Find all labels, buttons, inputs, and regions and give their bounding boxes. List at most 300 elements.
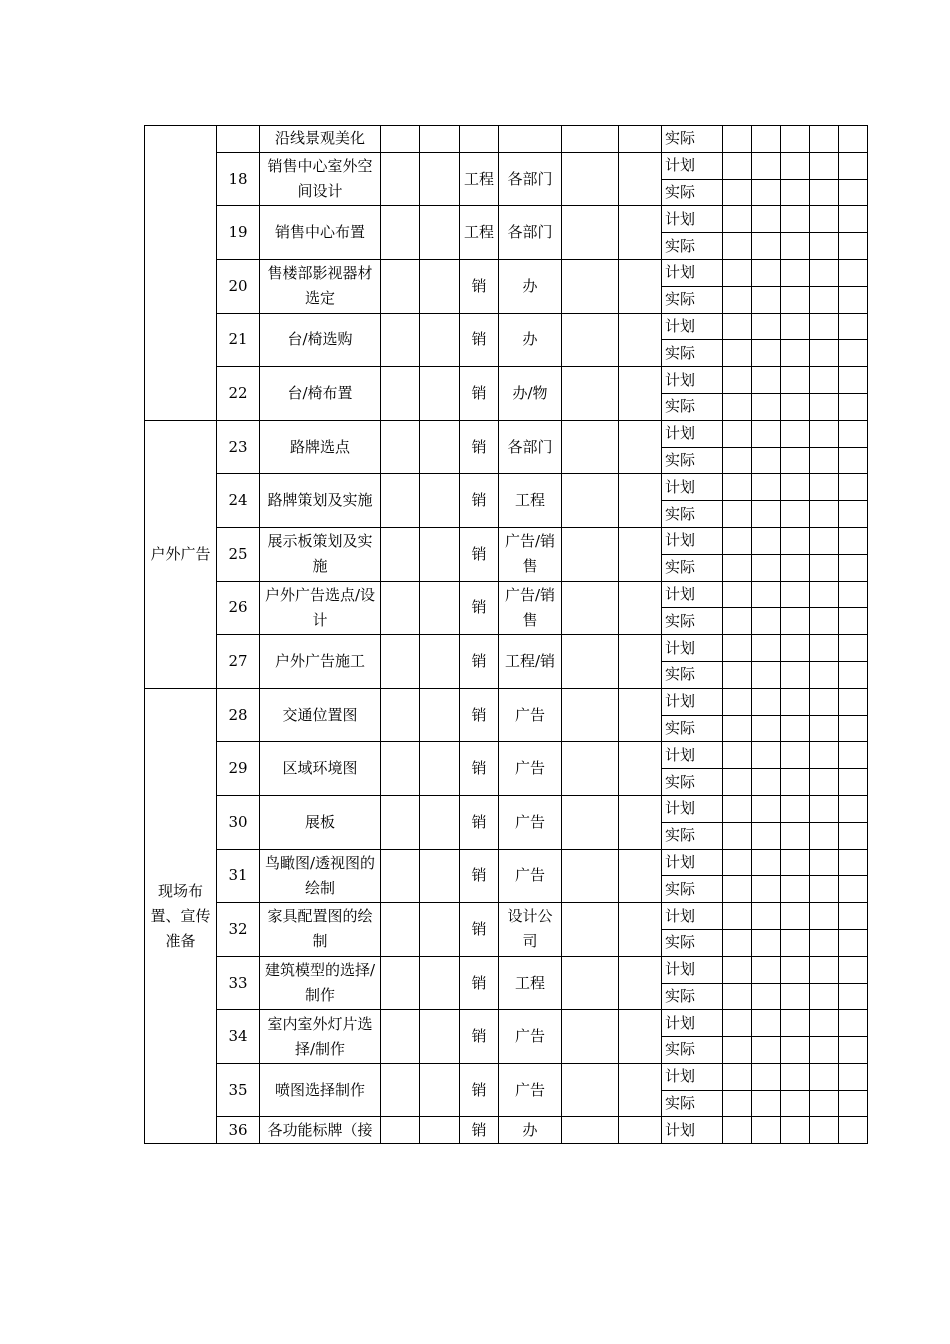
week-cell <box>752 795 781 822</box>
blank-cell <box>619 527 662 581</box>
week-cell <box>781 126 810 153</box>
blank-cell <box>420 152 460 206</box>
week-cell <box>752 929 781 956</box>
week-cell <box>752 1090 781 1117</box>
blank-cell <box>562 1117 619 1144</box>
blank-cell <box>562 474 619 528</box>
week-cell <box>752 447 781 474</box>
week-cell <box>723 795 752 822</box>
assist-cell: 广告 <box>499 849 562 903</box>
blank-cell <box>381 474 420 528</box>
week-cell <box>839 152 868 179</box>
week-cell <box>781 447 810 474</box>
blank-cell <box>619 742 662 796</box>
task-cell: 喷图选择制作 <box>260 1063 381 1117</box>
week-cell <box>839 393 868 420</box>
blank-cell <box>420 367 460 421</box>
blank-cell <box>619 420 662 474</box>
table-row <box>145 152 868 179</box>
week-cell <box>723 635 752 662</box>
week-cell <box>723 1117 752 1144</box>
table-row <box>145 849 868 876</box>
actual-label-cell: 实际 <box>662 447 723 474</box>
week-cell <box>781 1117 810 1144</box>
week-cell <box>781 420 810 447</box>
week-cell <box>752 983 781 1010</box>
week-cell <box>781 152 810 179</box>
lead-cell: 销 <box>460 1063 499 1117</box>
week-cell <box>839 849 868 876</box>
plan-label-cell: 计划 <box>662 367 723 394</box>
number-cell: 36 <box>217 1117 260 1144</box>
week-cell <box>810 474 839 501</box>
week-cell <box>723 1010 752 1037</box>
task-cell: 户外广告施工 <box>260 635 381 689</box>
assist-cell: 办 <box>499 259 562 313</box>
week-cell <box>752 286 781 313</box>
task-cell: 销售中心室外空间设计 <box>260 152 381 206</box>
week-cell <box>752 259 781 286</box>
plan-label-cell: 计划 <box>662 742 723 769</box>
week-cell <box>839 1010 868 1037</box>
lead-cell: 销 <box>460 367 499 421</box>
assist-cell: 各部门 <box>499 206 562 260</box>
plan-label-cell: 计划 <box>662 527 723 554</box>
week-cell <box>810 420 839 447</box>
week-cell <box>781 233 810 260</box>
week-cell <box>781 554 810 581</box>
week-cell <box>810 286 839 313</box>
blank-cell <box>381 1010 420 1064</box>
week-cell <box>781 367 810 394</box>
table-row <box>145 635 868 662</box>
week-cell <box>810 769 839 796</box>
number-cell <box>217 126 260 153</box>
week-cell <box>752 769 781 796</box>
week-cell <box>781 1063 810 1090</box>
table-row <box>145 795 868 822</box>
blank-cell <box>562 635 619 689</box>
number-cell: 28 <box>217 688 260 742</box>
blank-cell <box>619 688 662 742</box>
blank-cell <box>562 795 619 849</box>
week-cell <box>781 661 810 688</box>
blank-cell <box>619 259 662 313</box>
week-cell <box>839 688 868 715</box>
blank-cell <box>420 742 460 796</box>
assist-cell: 广告 <box>499 795 562 849</box>
week-cell <box>752 581 781 608</box>
plan-label-cell: 计划 <box>662 1117 723 1144</box>
week-cell <box>810 259 839 286</box>
week-cell <box>752 742 781 769</box>
blank-cell <box>420 1010 460 1064</box>
week-cell <box>752 608 781 635</box>
week-cell <box>723 929 752 956</box>
week-cell <box>752 822 781 849</box>
week-cell <box>752 313 781 340</box>
category-cell: 现场布置、宣传准备 <box>145 688 217 1144</box>
blank-cell <box>381 956 420 1010</box>
lead-cell <box>460 126 499 153</box>
lead-cell: 销 <box>460 1117 499 1144</box>
week-cell <box>810 715 839 742</box>
week-cell <box>752 126 781 153</box>
week-cell <box>723 956 752 983</box>
week-cell <box>723 715 752 742</box>
week-cell <box>839 581 868 608</box>
blank-cell <box>562 367 619 421</box>
lead-cell: 销 <box>460 527 499 581</box>
week-cell <box>723 1037 752 1064</box>
table-row <box>145 1117 868 1144</box>
week-cell <box>810 581 839 608</box>
blank-cell <box>381 259 420 313</box>
week-cell <box>723 179 752 206</box>
number-cell: 23 <box>217 420 260 474</box>
week-cell <box>752 661 781 688</box>
task-cell: 交通位置图 <box>260 688 381 742</box>
week-cell <box>839 1117 868 1144</box>
table-row <box>145 313 868 340</box>
blank-cell <box>420 527 460 581</box>
plan-label-cell: 计划 <box>662 474 723 501</box>
week-cell <box>781 527 810 554</box>
table-row <box>145 1063 868 1090</box>
task-cell: 建筑模型的选择/制作 <box>260 956 381 1010</box>
blank-cell <box>420 126 460 153</box>
task-cell: 沿线景观美化 <box>260 126 381 153</box>
week-cell <box>723 581 752 608</box>
number-cell: 35 <box>217 1063 260 1117</box>
week-cell <box>781 501 810 528</box>
blank-cell <box>562 688 619 742</box>
lead-cell: 工程 <box>460 206 499 260</box>
week-cell <box>723 501 752 528</box>
assist-cell: 广告 <box>499 742 562 796</box>
task-cell: 路牌选点 <box>260 420 381 474</box>
week-cell <box>810 956 839 983</box>
week-cell <box>810 849 839 876</box>
week-cell <box>839 501 868 528</box>
plan-label-cell: 计划 <box>662 688 723 715</box>
week-cell <box>752 233 781 260</box>
week-cell <box>839 956 868 983</box>
plan-label-cell: 计划 <box>662 795 723 822</box>
blank-cell <box>562 903 619 957</box>
week-cell <box>810 929 839 956</box>
blank-cell <box>562 259 619 313</box>
week-cell <box>723 286 752 313</box>
assist-cell: 办 <box>499 313 562 367</box>
week-cell <box>810 635 839 662</box>
week-cell <box>839 420 868 447</box>
actual-label-cell: 实际 <box>662 1037 723 1064</box>
week-cell <box>752 206 781 233</box>
week-cell <box>839 179 868 206</box>
task-cell: 区域环境图 <box>260 742 381 796</box>
week-cell <box>810 447 839 474</box>
plan-label-cell: 计划 <box>662 152 723 179</box>
assist-cell: 广告/销售 <box>499 581 562 635</box>
week-cell <box>810 661 839 688</box>
actual-label-cell: 实际 <box>662 929 723 956</box>
blank-cell <box>381 126 420 153</box>
blank-cell <box>619 367 662 421</box>
actual-label-cell: 实际 <box>662 179 723 206</box>
week-cell <box>781 340 810 367</box>
week-cell <box>810 1063 839 1090</box>
week-cell <box>810 152 839 179</box>
week-cell <box>839 206 868 233</box>
actual-label-cell: 实际 <box>662 340 723 367</box>
table-row <box>145 1010 868 1037</box>
number-cell: 20 <box>217 259 260 313</box>
week-cell <box>810 822 839 849</box>
task-cell: 展示板策划及实施 <box>260 527 381 581</box>
week-cell <box>839 1063 868 1090</box>
actual-label-cell: 实际 <box>662 715 723 742</box>
week-cell <box>723 983 752 1010</box>
lead-cell: 销 <box>460 581 499 635</box>
assist-cell: 设计公司 <box>499 903 562 957</box>
blank-cell <box>420 956 460 1010</box>
week-cell <box>723 259 752 286</box>
week-cell <box>839 233 868 260</box>
number-cell: 22 <box>217 367 260 421</box>
blank-cell <box>619 1117 662 1144</box>
blank-cell <box>381 152 420 206</box>
blank-cell <box>381 635 420 689</box>
week-cell <box>810 313 839 340</box>
lead-cell: 销 <box>460 635 499 689</box>
week-cell <box>781 929 810 956</box>
number-cell: 25 <box>217 527 260 581</box>
assist-cell: 广告 <box>499 688 562 742</box>
week-cell <box>752 1010 781 1037</box>
table-row <box>145 527 868 554</box>
task-cell: 路牌策划及实施 <box>260 474 381 528</box>
blank-cell <box>420 688 460 742</box>
task-cell: 展板 <box>260 795 381 849</box>
week-cell <box>752 956 781 983</box>
week-cell <box>839 661 868 688</box>
task-cell: 家具配置图的绘制 <box>260 903 381 957</box>
week-cell <box>839 447 868 474</box>
blank-cell <box>562 849 619 903</box>
task-cell: 台/椅选购 <box>260 313 381 367</box>
week-cell <box>839 795 868 822</box>
table-row <box>145 474 868 501</box>
plan-label-cell: 计划 <box>662 903 723 930</box>
week-cell <box>723 876 752 903</box>
blank-cell <box>420 849 460 903</box>
task-cell: 室内室外灯片选择/制作 <box>260 1010 381 1064</box>
table-row <box>145 742 868 769</box>
week-cell <box>752 340 781 367</box>
blank-cell <box>420 259 460 313</box>
actual-label-cell: 实际 <box>662 286 723 313</box>
blank-cell <box>381 420 420 474</box>
week-cell <box>839 983 868 1010</box>
lead-cell: 销 <box>460 742 499 796</box>
week-cell <box>810 367 839 394</box>
week-cell <box>723 527 752 554</box>
blank-cell <box>619 1063 662 1117</box>
week-cell <box>810 983 839 1010</box>
task-cell: 户外广告选点/设计 <box>260 581 381 635</box>
week-cell <box>839 929 868 956</box>
week-cell <box>752 501 781 528</box>
number-cell: 24 <box>217 474 260 528</box>
week-cell <box>723 367 752 394</box>
assist-cell: 工程 <box>499 474 562 528</box>
lead-cell: 销 <box>460 259 499 313</box>
table-row <box>145 903 868 930</box>
week-cell <box>839 715 868 742</box>
week-cell <box>752 393 781 420</box>
week-cell <box>810 527 839 554</box>
blank-cell <box>381 849 420 903</box>
week-cell <box>839 876 868 903</box>
plan-label-cell: 计划 <box>662 635 723 662</box>
week-cell <box>752 1037 781 1064</box>
lead-cell: 销 <box>460 956 499 1010</box>
blank-cell <box>562 206 619 260</box>
assist-cell: 广告 <box>499 1010 562 1064</box>
category-cell: 户外广告 <box>145 420 217 688</box>
blank-cell <box>562 956 619 1010</box>
week-cell <box>839 554 868 581</box>
table-row <box>145 367 868 394</box>
assist-cell: 各部门 <box>499 152 562 206</box>
blank-cell <box>381 688 420 742</box>
week-cell <box>839 126 868 153</box>
week-cell <box>752 635 781 662</box>
week-cell <box>781 903 810 930</box>
week-cell <box>839 259 868 286</box>
week-cell <box>839 1090 868 1117</box>
week-cell <box>839 286 868 313</box>
week-cell <box>810 742 839 769</box>
assist-cell: 工程 <box>499 956 562 1010</box>
week-cell <box>752 179 781 206</box>
blank-cell <box>420 581 460 635</box>
blank-cell <box>619 635 662 689</box>
blank-cell <box>381 1063 420 1117</box>
week-cell <box>810 903 839 930</box>
week-cell <box>839 367 868 394</box>
blank-cell <box>562 313 619 367</box>
blank-cell <box>381 527 420 581</box>
blank-cell <box>381 367 420 421</box>
week-cell <box>781 849 810 876</box>
week-cell <box>810 1010 839 1037</box>
blank-cell <box>420 474 460 528</box>
blank-cell <box>381 313 420 367</box>
lead-cell: 销 <box>460 849 499 903</box>
table-row <box>145 956 868 983</box>
week-cell <box>839 769 868 796</box>
actual-label-cell: 实际 <box>662 822 723 849</box>
table-row <box>145 126 868 153</box>
week-cell <box>810 554 839 581</box>
week-cell <box>839 903 868 930</box>
blank-cell <box>381 742 420 796</box>
number-cell: 18 <box>217 152 260 206</box>
blank-cell <box>562 152 619 206</box>
week-cell <box>810 233 839 260</box>
week-cell <box>752 152 781 179</box>
week-cell <box>839 635 868 662</box>
actual-label-cell: 实际 <box>662 393 723 420</box>
week-cell <box>781 1090 810 1117</box>
week-cell <box>723 447 752 474</box>
blank-cell <box>381 903 420 957</box>
actual-label-cell: 实际 <box>662 554 723 581</box>
week-cell <box>752 527 781 554</box>
number-cell: 32 <box>217 903 260 957</box>
plan-label-cell: 计划 <box>662 581 723 608</box>
week-cell <box>723 420 752 447</box>
week-cell <box>810 795 839 822</box>
lead-cell: 工程 <box>460 152 499 206</box>
actual-label-cell: 实际 <box>662 501 723 528</box>
assist-cell: 办/物 <box>499 367 562 421</box>
week-cell <box>723 769 752 796</box>
table-row <box>145 420 868 447</box>
week-cell <box>781 795 810 822</box>
actual-label-cell: 实际 <box>662 608 723 635</box>
week-cell <box>810 1037 839 1064</box>
task-cell: 台/椅布置 <box>260 367 381 421</box>
blank-cell <box>420 1063 460 1117</box>
week-cell <box>781 688 810 715</box>
week-cell <box>839 313 868 340</box>
table-row <box>145 688 868 715</box>
week-cell <box>752 554 781 581</box>
number-cell: 30 <box>217 795 260 849</box>
week-cell <box>752 1117 781 1144</box>
week-cell <box>752 1063 781 1090</box>
plan-label-cell: 计划 <box>662 206 723 233</box>
plan-label-cell: 计划 <box>662 1063 723 1090</box>
week-cell <box>723 661 752 688</box>
week-cell <box>752 849 781 876</box>
week-cell <box>752 876 781 903</box>
week-cell <box>781 822 810 849</box>
number-cell: 21 <box>217 313 260 367</box>
week-cell <box>723 1063 752 1090</box>
week-cell <box>723 688 752 715</box>
actual-label-cell: 实际 <box>662 1090 723 1117</box>
actual-label-cell: 实际 <box>662 876 723 903</box>
lead-cell: 销 <box>460 903 499 957</box>
week-cell <box>781 635 810 662</box>
task-cell: 鸟瞰图/透视图的绘制 <box>260 849 381 903</box>
plan-label-cell: 计划 <box>662 1010 723 1037</box>
week-cell <box>781 179 810 206</box>
week-cell <box>781 206 810 233</box>
blank-cell <box>381 795 420 849</box>
schedule-table <box>144 125 868 1144</box>
assist-cell: 各部门 <box>499 420 562 474</box>
actual-label-cell: 实际 <box>662 769 723 796</box>
number-cell: 26 <box>217 581 260 635</box>
schedule-body <box>145 126 868 1144</box>
week-cell <box>781 393 810 420</box>
blank-cell <box>619 152 662 206</box>
